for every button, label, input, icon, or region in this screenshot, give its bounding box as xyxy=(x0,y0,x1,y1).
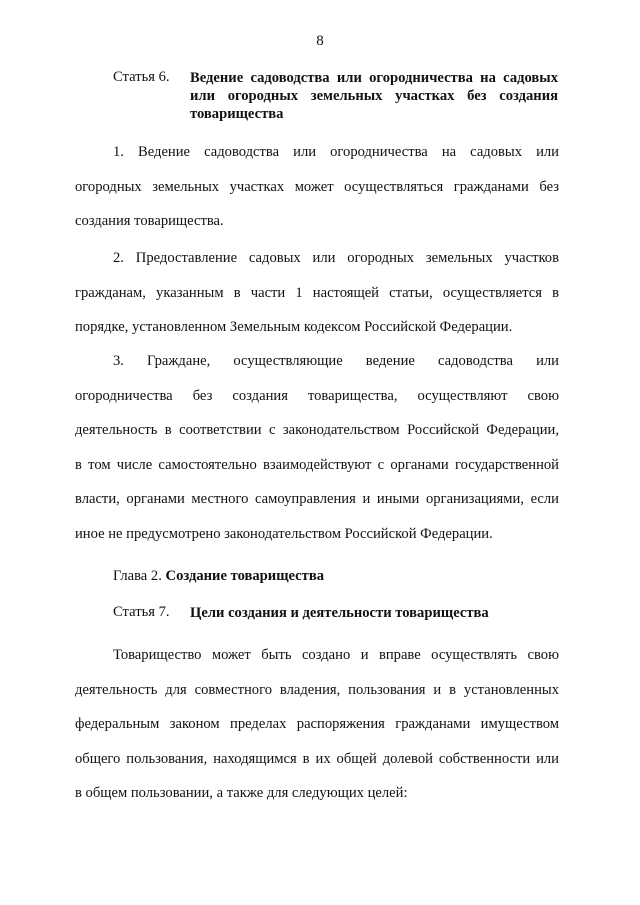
paragraph-line: деятельность для совместного владения, пользования и в установленных xyxy=(75,681,559,698)
paragraph-line: гражданам, указанным в части 1 настоящей статьи, осуществляется в xyxy=(75,284,559,301)
article-7-paragraph xyxy=(75,638,559,811)
article-6-header xyxy=(113,69,558,123)
paragraph-line: 2. Предоставление садовых или огородных земельных участков xyxy=(113,250,559,266)
paragraph-line: власти, органами местного самоуправления и иными организациями, если xyxy=(75,491,559,507)
paragraph-line: Товарищество может быть создано и вправе осуществлять свою xyxy=(113,647,559,663)
article-6-paragraph-1 xyxy=(75,135,559,239)
article-7-number: Статья 7. xyxy=(113,604,170,620)
paragraph-line: 3. Граждане, осуществляющие ведение садоводства или xyxy=(113,353,559,369)
page-number: 8 xyxy=(316,33,324,49)
paragraph-line: в общем пользовании, а также для следующих целей: xyxy=(75,785,408,801)
article-7-title: Цели создания и деятельности товарищества xyxy=(190,605,489,621)
chapter-2-title: Создание товарищества xyxy=(165,568,325,584)
article-6-number: Статья 6. xyxy=(113,69,170,85)
paragraph-line: огородничества без создания товарищества, осуществляют свою xyxy=(75,387,559,404)
chapter-2-heading xyxy=(113,568,324,585)
chapter-2-label: Глава 2. xyxy=(113,568,162,584)
paragraph-line: общего пользования, находящимся в их общей долевой собственности или xyxy=(75,750,559,767)
paragraph-line: в том числе самостоятельно взаимодействуют с органами государственной xyxy=(75,456,559,473)
paragraph-line: огородных земельных участках может осуществляться гражданами без xyxy=(75,178,559,195)
article-6-paragraph-3 xyxy=(75,344,559,551)
paragraph-line: 1. Ведение садоводства или огородничества на садовых или xyxy=(113,144,559,160)
paragraph-line: федеральным законом пределах распоряжения гражданами имуществом xyxy=(75,716,559,732)
paragraph-line: деятельность в соответствии с законодательством Российской Федерации, xyxy=(75,422,559,438)
paragraph-line: иное не предусмотрено законодательством Российской Федерации. xyxy=(75,525,493,542)
article-6-paragraph-2 xyxy=(75,241,559,345)
paragraph-line: порядке, установленном Земельным кодексом Российской Федерации. xyxy=(75,319,513,335)
article-6-title: Ведение садоводства или огородничества на садовых или огородных земельных участках без создания товарищества xyxy=(190,70,558,122)
paragraph-line: создания товарищества. xyxy=(75,213,224,229)
article-7-header xyxy=(113,604,558,622)
